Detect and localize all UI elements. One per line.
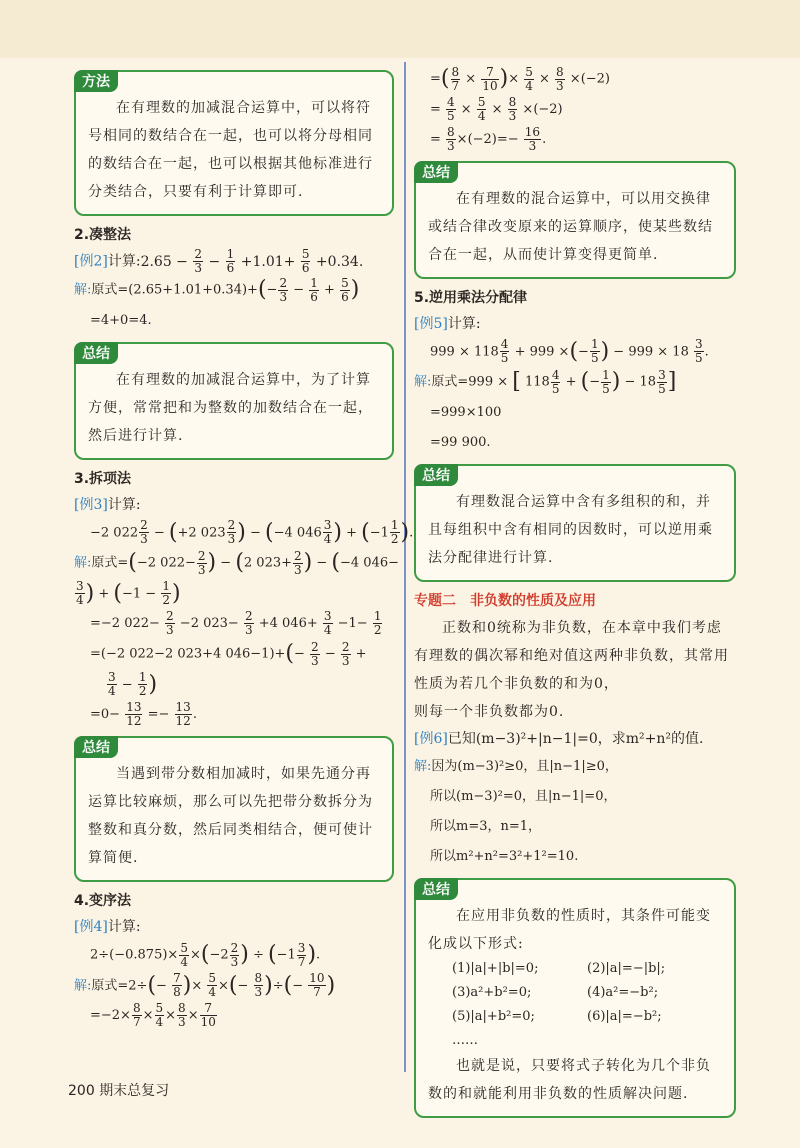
math-expression: 2.65 − $\frac{2}{3}$ − $\frac{1}{6}$ +1.01+ $\frac{5}{6}$ +0.34. bbox=[140, 247, 364, 275]
page-number: 200 bbox=[68, 1083, 95, 1099]
box-tag: 方法 bbox=[74, 70, 118, 92]
example-6 bbox=[414, 726, 736, 752]
case-item: (5)|a|+b²=0; bbox=[452, 1008, 535, 1024]
paragraph: 则每一个非负数都为0. bbox=[414, 703, 565, 720]
topic-heading: 专题二 非负数的性质及应用 bbox=[414, 592, 596, 609]
example-5 bbox=[414, 311, 736, 337]
solution-line: 解:原式=(2.65+1.01+0.34)+(− $\frac{2}{3}$ − $\frac{1}{6}$ + $\frac{5}{6}$ ) bbox=[74, 275, 360, 304]
box-text: 也就是说，只要将式子转化为几个非负数的和就能利用非负数的性质解决问题. bbox=[428, 1057, 711, 1102]
box-text: 在有理数的加减混合运算中，为了计算方便，常常把和为整数的加数结合在一起，然后进行计算. bbox=[88, 371, 373, 444]
box-text: 在有理数的加减混合运算中，可以将符号相同的数结合在一起，也可以将分母相同的数结合在一起，也可以根据其他标准进行分类结合，只要有利于计算即可. bbox=[88, 100, 373, 200]
box-tag: 总结 bbox=[414, 161, 458, 183]
example-label: 计算: bbox=[447, 315, 481, 332]
solution-line: 所以m²+n²=3²+1²=10. bbox=[430, 848, 579, 864]
summary-box bbox=[414, 161, 736, 279]
example-3 bbox=[74, 492, 394, 518]
math-expression: −2 022 $\frac{2}{3}$ − (+2 023 $\frac{2}{3}$ ) − (−4 046 $\frac{3}{4}$ ) + (−1 $\frac{1}{2}$ ). bbox=[90, 518, 414, 546]
solution-label: 解: bbox=[414, 374, 432, 390]
solution-line: =99 900. bbox=[430, 434, 491, 450]
solution-label: 解: bbox=[74, 555, 92, 571]
section-heading: 4.变序法 bbox=[74, 893, 132, 909]
example-tag: [例5] bbox=[414, 315, 448, 332]
solution-line: =4+0=4. bbox=[90, 312, 152, 328]
case-item: (2)|a|=−|b|; bbox=[587, 960, 666, 976]
box-text: 当遇到带分数相加减时，如果先通分再运算比较麻烦，那么可以先把带分数拆分为整数和真分数，然后同类相结合，便可使计算简便. bbox=[88, 766, 373, 866]
example-tag: [例3] bbox=[74, 496, 108, 513]
top-band bbox=[0, 0, 800, 58]
solution-line: $\frac{3}{4}$ ) + (−1 − $\frac{1}{2}$ ) bbox=[76, 579, 181, 607]
example-label: 计算: bbox=[107, 919, 141, 935]
solution-line: =(−2 022−2 023+4 046−1)+(− $\frac{2}{3}$ − $\frac{2}{3}$ + bbox=[90, 639, 367, 668]
paragraph: 正数和0统称为非负数，在本章中我们考虑有理数的偶次幂和绝对值这两种非负数，其常用性质为若几个非负数的和为0， bbox=[414, 619, 729, 692]
solution-line: $\frac{3}{4}$ − $\frac{1}{2}$ ) bbox=[108, 670, 158, 698]
solution-line: 解:原式=(−2 022− $\frac{2}{3}$ ) − (2 023+ $\frac{2}{3}$ ) − (−4 046− bbox=[74, 548, 400, 577]
solution-line: =−2 022− $\frac{2}{3}$ −2 023− $\frac{2}{3}$ +4 046+ $\frac{3}{4}$ −1− $\frac{1}{2}$ bbox=[90, 609, 382, 637]
solution-label: 解: bbox=[74, 978, 92, 993]
solution-label: 解: bbox=[74, 282, 92, 298]
example-tag: [例6] bbox=[414, 730, 448, 747]
solution-line: =999×100 bbox=[430, 404, 502, 420]
box-tag: 总结 bbox=[414, 464, 458, 486]
box-text: 在应用非负数的性质时，其条件可能变化成以下形式: bbox=[428, 907, 711, 952]
page-footer bbox=[68, 1080, 169, 1100]
left-column bbox=[74, 64, 414, 1031]
example-2 bbox=[74, 248, 394, 275]
section-heading: 3.拆项法 bbox=[74, 470, 132, 487]
math-expression: 999 × 118 $\frac{4}{5}$ + 999 ×(− $\frac{1}{5}$ ) − 999 × 18 $\frac{3}{5}$ . bbox=[430, 337, 709, 365]
summary-box bbox=[74, 342, 394, 460]
ellipsis: …… bbox=[452, 1032, 478, 1048]
method-box bbox=[74, 70, 394, 216]
example-tag: [例4] bbox=[74, 919, 108, 935]
solution-line: =0− $\frac{13}{12}$ =− $\frac{13}{12}$ . bbox=[90, 700, 197, 728]
box-tag: 总结 bbox=[74, 736, 118, 758]
solution-line: 解:原式=2÷(− $\frac{7}{8}$ )× $\frac{5}{4}$ ×(− $\frac{8}{3}$ )÷(− $\frac{10}{7}$ ) bbox=[74, 971, 336, 999]
case-item: (4)a²=−b²; bbox=[587, 984, 659, 1000]
example-4 bbox=[74, 914, 394, 940]
section-heading: 5.逆用乘法分配律 bbox=[414, 289, 528, 306]
solution-line: 所以m=3，n=1， bbox=[430, 818, 542, 834]
case-item: (1)|a|+|b|=0; bbox=[452, 960, 539, 976]
column-divider bbox=[404, 62, 406, 1072]
solution-line: = $\frac{8}{3}$ ×(−2)=− $\frac{16}{3}$ . bbox=[430, 124, 547, 153]
math-expression: 2÷(−0.875)× $\frac{5}{4}$ ×(−2 $\frac{2}{3}$ ) ÷ (−1 $\frac{3}{7}$ ). bbox=[90, 940, 321, 969]
example-question: 已知(m−3)²+|n−1|=0，求m²+n²的值. bbox=[447, 730, 704, 747]
case-item: (6)|a|=−b²; bbox=[587, 1008, 662, 1024]
case-item: (3)a²+b²=0; bbox=[452, 984, 532, 1000]
solution-line: 所以(m−3)²=0，且|n−1|=0， bbox=[430, 788, 617, 804]
solution-line: 解:因为(m−3)²≥0，且|n−1|≥0， bbox=[414, 758, 618, 774]
box-text: 有理数混合运算中含有多组积的和，并且每组积中含有相同的因数时，可以逆用乘法分配律进行计算. bbox=[428, 493, 713, 566]
example-label: 计算: bbox=[107, 253, 141, 270]
right-column bbox=[414, 64, 736, 1126]
section-name: 期末总复习 bbox=[99, 1083, 170, 1099]
summary-box bbox=[414, 878, 736, 1118]
box-tag: 总结 bbox=[414, 878, 458, 900]
box-tag: 总结 bbox=[74, 342, 118, 364]
summary-box bbox=[414, 464, 736, 582]
cases-grid bbox=[428, 958, 722, 1052]
example-tag: [例2] bbox=[74, 253, 108, 270]
solution-label: 解: bbox=[414, 758, 432, 774]
solution-line: = $\frac{4}{5}$ × $\frac{5}{4}$ × $\frac{8}{3}$ ×(−2) bbox=[430, 94, 563, 123]
solution-line: =( $\frac{8}{7}$ × $\frac{7}{10}$ )× $\frac{5}{4}$ × $\frac{8}{3}$ ×(−2) bbox=[430, 64, 611, 93]
section-heading: 2.凑整法 bbox=[74, 227, 132, 243]
solution-line: =−2× $\frac{8}{7}$ × $\frac{5}{4}$ × $\frac{8}{3}$ × $\frac{7}{10}$ bbox=[90, 1001, 216, 1029]
summary-box bbox=[74, 736, 394, 882]
solution-line: 解:原式=999 × [ 118 $\frac{4}{5}$ + (− $\frac{1}{5}$ ) − 18 $\frac{3}{5}$ ] bbox=[414, 367, 677, 396]
box-text: 在有理数的混合运算中，可以用交换律或结合律改变原来的运算顺序，使某些数结合在一起，从而使计算变得更简单. bbox=[428, 190, 713, 263]
example-label: 计算: bbox=[107, 496, 141, 513]
